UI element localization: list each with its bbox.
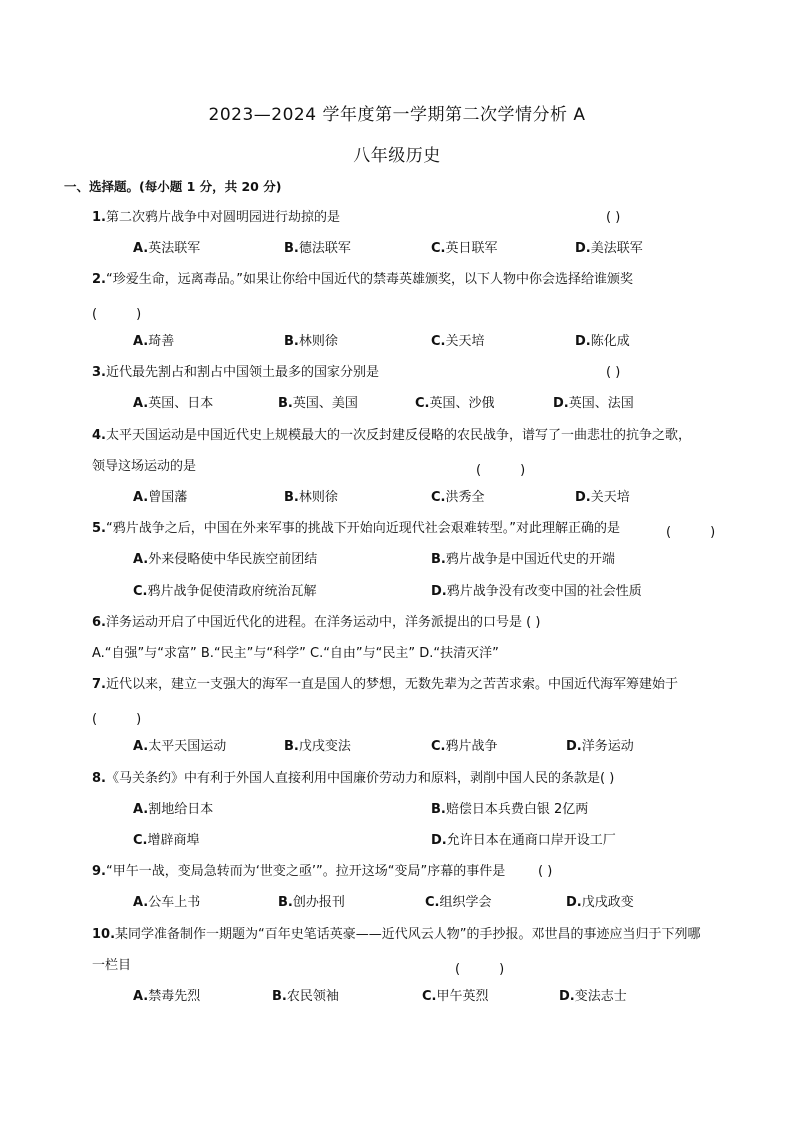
option-a: A.割地给日本 [133, 802, 214, 817]
question-2 [92, 272, 633, 288]
answer-paren: ( ) [455, 962, 505, 977]
answer-paren: ( ) [606, 210, 621, 225]
option-a: A.曾国藩 [133, 490, 188, 505]
option-a: A.英国、日本 [133, 396, 214, 411]
answer-paren: ( ) [606, 365, 621, 380]
option-b: B.戊戌变法 [284, 739, 351, 754]
question-number: 2. [92, 272, 106, 287]
question-5 [92, 521, 620, 537]
option-a: A.太平天国运动 [133, 739, 227, 754]
option-a: A.外来侵略使中华民族空前团结 [133, 552, 318, 567]
option-b: B.农民领袖 [272, 989, 339, 1004]
question-stem: 洋务运动开启了中国近代化的进程。在洋务运动中，洋务派提出的口号是 ( ) [105, 615, 541, 630]
question-4 [92, 428, 691, 444]
option-d: D.英国、法国 [553, 396, 634, 411]
option-d: D.陈化成 [575, 334, 630, 349]
option-d: D.允许日本在通商口岸开设工厂 [431, 833, 616, 848]
option-c: C.鸦片战争 [431, 739, 498, 754]
option-b: B.林则徐 [284, 490, 338, 505]
option-b: B.赔偿日本兵费白银 2亿两 [431, 802, 589, 817]
option-d: D.变法志士 [559, 989, 627, 1004]
question-number: 7. [92, 677, 106, 692]
option-d: D.洋务运动 [566, 739, 634, 754]
option-b: B.英国、美国 [278, 396, 358, 411]
option-a: A.禁毒先烈 [133, 989, 201, 1004]
question-stem: “鸦片战争之后，中国在外来军事的挑战下开始向近现代社会艰难转型。”对此理解正确的是 [105, 521, 620, 536]
option-b: B.德法联军 [284, 241, 351, 256]
question-number: 6. [92, 615, 106, 630]
question-stem: 近代最先割占和割占中国领土最多的国家分别是 [105, 365, 379, 380]
option-a: A.英法联军 [133, 241, 201, 256]
answer-paren: ( ) [476, 463, 526, 478]
question-9 [92, 864, 505, 880]
inline-options: A.“自强”与“求富” B.“民主”与“科学” C.“自由”与“民主” D.“扶清灭洋” [92, 646, 499, 661]
question-stem: 《马关条约》中有利于外国人直接利用中国廉价劳动力和原料，剥削中国人民的条款是( ) [105, 771, 615, 786]
question-number: 8. [92, 771, 106, 786]
section-heading: 一、选择题。(每小题 1 分，共 20 分) [64, 179, 282, 194]
option-d: D.美法联军 [575, 241, 643, 256]
option-a: A.公车上书 [133, 895, 201, 910]
option-c: C.英日联军 [431, 241, 498, 256]
question-10 [92, 927, 701, 943]
answer-paren: ( ) [538, 864, 553, 879]
answer-paren: ( ) [92, 712, 142, 727]
option-c: C.组织学会 [425, 895, 492, 910]
option-c: C.甲午英烈 [422, 989, 489, 1004]
option-c: C.鸦片战争促使清政府统治瓦解 [133, 584, 317, 599]
question-stem: 第二次鸦片战争中对圆明园进行劫掠的是 [105, 210, 340, 225]
question-number: 3. [92, 365, 106, 380]
option-d: D.戊戌政变 [566, 895, 634, 910]
question-1 [92, 210, 340, 226]
option-d: D.鸦片战争没有改变中国的社会性质 [431, 584, 642, 599]
answer-paren: ( ) [92, 307, 142, 322]
option-c: C.关天培 [431, 334, 485, 349]
question-stem: “珍爱生命，远离毒品。”如果让你给中国近代的禁毒英雄颁奖，以下人物中你会选择给谁颁奖 [105, 272, 633, 287]
option-d: D.关天培 [575, 490, 630, 505]
question-stem-continued: 一栏目 [92, 958, 132, 973]
option-c: C.英国、沙俄 [415, 396, 495, 411]
question-6 [92, 615, 540, 631]
option-a: A.琦善 [133, 334, 175, 349]
question-number: 1. [92, 210, 106, 225]
question-number: 5. [92, 521, 106, 536]
question-number: 9. [92, 864, 106, 879]
question-stem: 近代以来，建立一支强大的海军一直是国人的梦想，无数先辈为之苦苦求索。中国近代海军筹建始于 [105, 677, 678, 692]
question-3 [92, 365, 379, 381]
option-b: B.鸦片战争是中国近代史的开端 [431, 552, 615, 567]
question-7 [92, 677, 678, 693]
option-b: B.林则徐 [284, 334, 338, 349]
option-c: C.洪秀全 [431, 490, 485, 505]
question-stem-continued: 领导这场运动的是 [92, 459, 197, 474]
question-stem: 太平天国运动是中国近代史上规模最大的一次反封建反侵略的农民战争，谱写了一曲悲壮的抗争之歌， [105, 428, 691, 443]
exam-subtitle: 八年级历史 [353, 146, 441, 166]
option-b: B.创办报刊 [278, 895, 345, 910]
option-c: C.增辟商埠 [133, 833, 200, 848]
answer-paren: ( ) [666, 525, 716, 540]
question-stem: 某同学准备制作一期题为“百年史笔话英豪——近代风云人物”的手抄报。邓世昌的事迹应当归于下列哪 [115, 927, 701, 942]
question-number: 4. [92, 428, 106, 443]
question-stem: “甲午一战，变局急转而为‘世变之亟’”。拉开这场“变局”序幕的事件是 [105, 864, 506, 879]
question-8 [92, 771, 614, 787]
exam-title: 2023—2024 学年度第一学期第二次学情分析 A [208, 105, 586, 125]
question-number: 10. [92, 927, 116, 942]
